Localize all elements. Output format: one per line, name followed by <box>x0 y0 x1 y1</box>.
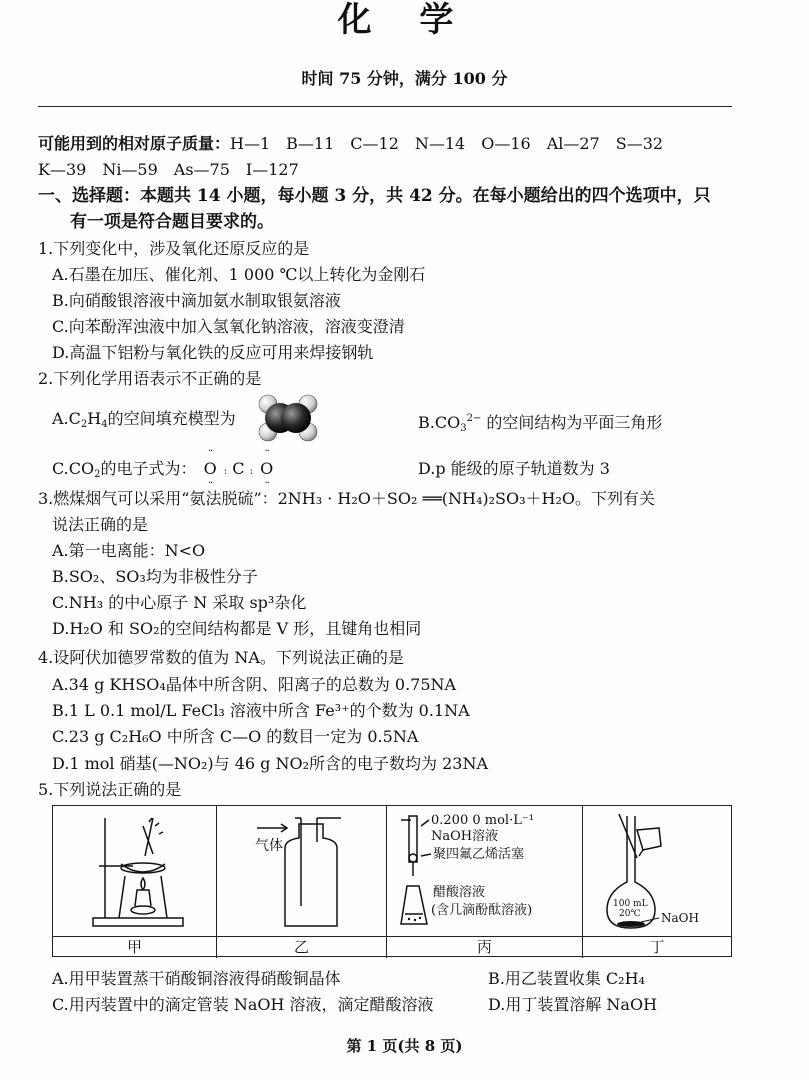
section-heading-line-2: 有一项是符合题目要求的。 <box>70 212 274 232</box>
q3-stem-line-2: 说法正确的是 <box>52 515 149 534</box>
bing-indicator-label: (含几滴酚酞溶液) <box>431 903 533 918</box>
q5-option-d: D.用丁装置溶解 NaOH <box>488 995 658 1014</box>
q4-option-c: C.23 g C₂H₆O 中所含 C—O 的数目一定为 0.5NA <box>52 727 419 746</box>
q3-option-b: B.SO₂、SO₃均为非极性分子 <box>52 567 258 586</box>
atomic-mass-line-2: K—39 Ni—59 As—75 I—127 <box>38 160 299 179</box>
q4-option-a: A.34 g KHSO₄晶体中所含阴、阳离子的总数为 0.75NA <box>52 675 457 694</box>
electron-formula-c: C <box>232 459 245 478</box>
label-jia: 甲 <box>126 938 142 956</box>
q4-option-d: D.1 mol 硝基(—NO₂)与 46 g NO₂所含的电子数均为 23NA <box>52 754 489 773</box>
q2-option-c: $C.CO_2$的电子式为： ·· O ·· : C : ·· O ·· <box>52 456 275 488</box>
electron-formula-o2: ·· O ·· <box>258 456 275 482</box>
q1-option-a: A.石墨在加压、催化剂、1 000 ℃以上转化为金刚石 <box>52 265 426 284</box>
bing-acid-label: 醋酸溶液 <box>433 885 486 900</box>
electron-formula-o1: ·· O ·· <box>202 456 219 482</box>
apparatus-table <box>52 805 732 957</box>
q5-stem: 5.下列说法正确的是 <box>38 780 182 799</box>
section-heading-line-1: 一、选择题：本题共 14 小题，每小题 3 分，共 42 分。在每小题给出的四个选项中，只 <box>38 186 711 206</box>
bing-valve-label: 聚四氟乙烯活塞 <box>433 847 525 862</box>
q3-option-c: C.NH₃ 的中心原子 N 采取 sp³杂化 <box>52 593 307 612</box>
bing-naoh-label: NaOH溶液 <box>431 829 499 844</box>
ethylene-space-filling-model <box>256 392 320 444</box>
q3-stem-line-1: 3.燃煤烟气可以采用“氨法脱硫”：2NH₃ · H₂O＋SO₂ ══(NH₄)₂SO₃＋H₂O。下列有关 <box>38 489 656 508</box>
q1-stem: 1.下列变化中，涉及氧化还原反应的是 <box>38 239 310 258</box>
q5-option-b: B.用乙装置收集 C₂H₄ <box>488 969 645 988</box>
atomic-mass-line-1: 可能用到的相对原子质量：H—1 B—11 C—12 N—14 O—16 Al—27 S—32 <box>38 134 664 153</box>
page-footer: 第 1 页(共 8 页) <box>346 1037 463 1055</box>
page-title: 化 学 <box>337 0 472 40</box>
ding-volume: 100 mL <box>613 899 648 909</box>
q5-option-c: C.用丙装置中的滴定管装 NaOH 溶液，滴定醋酸溶液 <box>52 995 434 1014</box>
q2-option-d: D.p 能级的原子轨道数为 3 <box>418 459 610 478</box>
q2-stem: 2.下列化学用语表示不正确的是 <box>38 369 262 388</box>
q1-option-c: C.向苯酚浑浊液中加入氢氧化钠溶液，溶液变澄清 <box>52 317 405 336</box>
q5-option-a: A.用甲装置蒸干硝酸铜溶液得硝酸铜晶体 <box>52 969 341 988</box>
q2-option-b: $B.CO_3^{2-}$ 的空间结构为平面三角形 <box>418 413 663 434</box>
label-yi: 乙 <box>293 938 309 956</box>
q1-option-d: D.高温下铝粉与氧化铁的反应可用来焊接钢轨 <box>52 343 374 362</box>
gas-collection-bottle-diagram <box>217 806 385 934</box>
titration-setup-diagram <box>387 806 581 934</box>
label-ding: 丁 <box>649 938 665 956</box>
q4-option-b: B.1 L 0.1 mol/L FeCl₃ 溶液中所含 Fe³⁺的个数为 0.1NA <box>52 701 470 720</box>
yi-gas-label: 气体 <box>255 838 283 854</box>
volumetric-flask-diagram <box>583 806 731 934</box>
q4-stem: 4.设阿伏加德罗常数的值为 NA。下列说法正确的是 <box>38 648 404 667</box>
ding-naoh-label: NaOH <box>661 911 699 925</box>
evaporation-setup-diagram <box>53 806 215 934</box>
label-bing: 丙 <box>476 938 492 956</box>
q3-option-d: D.H₂O 和 SO₂的空间结构都是 V 形，且键角也相同 <box>52 619 422 638</box>
q2-option-a: $A.C_2H_4$的空间填充模型为 <box>52 409 236 430</box>
q1-option-b: B.向硝酸银溶液中滴加氨水制取银氨溶液 <box>52 291 341 310</box>
ding-temp: 20℃ <box>619 909 641 919</box>
q3-option-a: A.第一电离能：N<O <box>52 541 206 560</box>
header-divider <box>38 106 732 107</box>
exam-time-info: 时间 75 分钟，满分 100 分 <box>301 69 508 88</box>
bing-concentration: 0.200 0 mol·L⁻¹ <box>431 813 534 828</box>
apparatus-label-divider <box>53 936 731 937</box>
